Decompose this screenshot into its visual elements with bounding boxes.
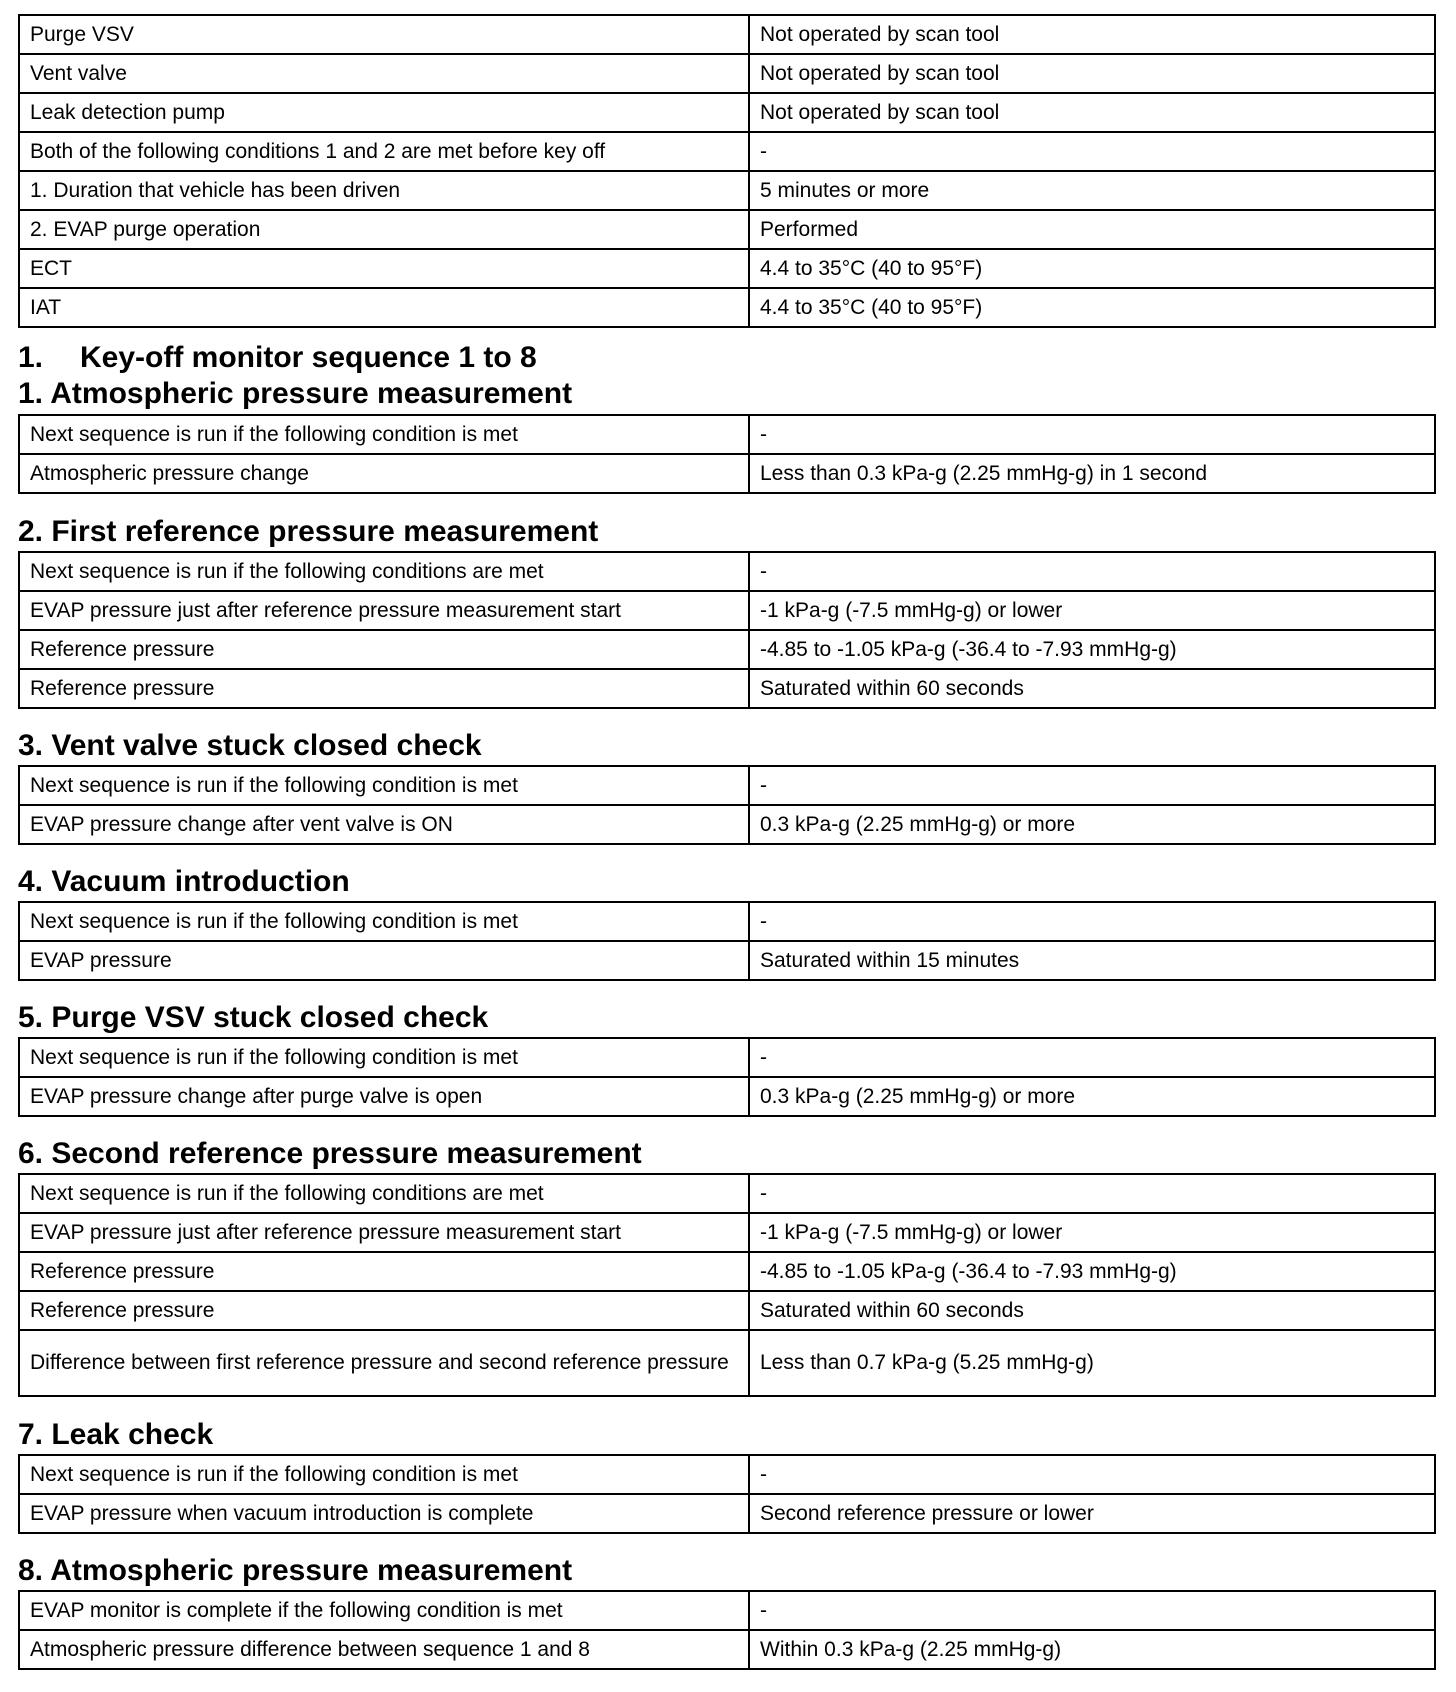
row-value: Less than 0.7 kPa-g (5.25 mmHg-g)	[749, 1330, 1435, 1396]
row-value: -	[749, 902, 1435, 941]
table-row	[19, 1591, 1435, 1630]
row-value: -	[749, 1591, 1435, 1630]
table-row	[19, 1077, 1435, 1116]
table-row	[19, 249, 1435, 288]
section-heading: 4. Vacuum introduction	[18, 865, 350, 898]
table-row	[19, 902, 1435, 941]
table-row	[19, 415, 1435, 454]
row-value: -	[749, 766, 1435, 805]
table-row	[19, 1174, 1435, 1213]
row-value: 0.3 kPa-g (2.25 mmHg-g) or more	[749, 1077, 1435, 1116]
section-table	[18, 901, 1436, 981]
table-row	[19, 1252, 1435, 1291]
row-label: Vent valve	[19, 54, 749, 93]
table-row	[19, 210, 1435, 249]
table-row	[19, 1213, 1435, 1252]
table-row	[19, 1494, 1435, 1533]
table-row	[19, 171, 1435, 210]
row-value: Saturated within 60 seconds	[749, 669, 1435, 708]
row-label: Next sequence is run if the following conditions are met	[19, 552, 749, 591]
table-row	[19, 454, 1435, 493]
row-value: Saturated within 60 seconds	[749, 1291, 1435, 1330]
table-row	[19, 1455, 1435, 1494]
table-row	[19, 552, 1435, 591]
row-label: ECT	[19, 249, 749, 288]
preconditions-table	[18, 14, 1436, 328]
row-value: 0.3 kPa-g (2.25 mmHg-g) or more	[749, 805, 1435, 844]
row-label: Next sequence is run if the following condition is met	[19, 415, 749, 454]
main-heading-number: 1.	[18, 341, 44, 374]
section-table	[18, 551, 1436, 709]
row-label: 1. Duration that vehicle has been driven	[19, 171, 749, 210]
section-heading: 6. Second reference pressure measurement	[18, 1137, 642, 1170]
table-row	[19, 669, 1435, 708]
table-row	[19, 1291, 1435, 1330]
row-label: Reference pressure	[19, 1252, 749, 1291]
row-value: -	[749, 1174, 1435, 1213]
table-row	[19, 766, 1435, 805]
row-label: Reference pressure	[19, 1291, 749, 1330]
row-value: Not operated by scan tool	[749, 93, 1435, 132]
section-heading: 1. Atmospheric pressure measurement	[18, 377, 573, 410]
section-heading: 3. Vent valve stuck closed check	[18, 729, 482, 762]
table-row	[19, 941, 1435, 980]
row-label: Difference between first reference pressure and second reference pressure	[19, 1330, 749, 1396]
row-label: Reference pressure	[19, 669, 749, 708]
row-value: Less than 0.3 kPa-g (2.25 mmHg-g) in 1 second	[749, 454, 1435, 493]
row-value: 4.4 to 35°C (40 to 95°F)	[749, 288, 1435, 327]
row-label: Atmospheric pressure change	[19, 454, 749, 493]
main-heading-text: Key-off monitor sequence 1 to 8	[80, 341, 537, 374]
row-label: IAT	[19, 288, 749, 327]
row-label: EVAP monitor is complete if the following condition is met	[19, 1591, 749, 1630]
row-value: -4.85 to -1.05 kPa-g (-36.4 to -7.93 mmHg-g)	[749, 1252, 1435, 1291]
table-row	[19, 630, 1435, 669]
table-row	[19, 1630, 1435, 1669]
row-value: -1 kPa-g (-7.5 mmHg-g) or lower	[749, 1213, 1435, 1252]
section-heading: 2. First reference pressure measurement	[18, 515, 599, 548]
row-value: -4.85 to -1.05 kPa-g (-36.4 to -7.93 mmHg-g)	[749, 630, 1435, 669]
row-value: -	[749, 552, 1435, 591]
row-value: 5 minutes or more	[749, 171, 1435, 210]
table-row	[19, 93, 1435, 132]
row-value: Not operated by scan tool	[749, 54, 1435, 93]
row-label: Purge VSV	[19, 15, 749, 54]
section-heading: 5. Purge VSV stuck closed check	[18, 1001, 489, 1034]
table-row	[19, 54, 1435, 93]
section-table	[18, 1037, 1436, 1117]
table-row	[19, 288, 1435, 327]
table-row	[19, 1330, 1435, 1396]
row-label: Leak detection pump	[19, 93, 749, 132]
row-value: Performed	[749, 210, 1435, 249]
row-label: Next sequence is run if the following condition is met	[19, 1038, 749, 1077]
section-heading: 8. Atmospheric pressure measurement	[18, 1554, 573, 1587]
row-value: -1 kPa-g (-7.5 mmHg-g) or lower	[749, 591, 1435, 630]
row-value: 4.4 to 35°C (40 to 95°F)	[749, 249, 1435, 288]
row-label: EVAP pressure when vacuum introduction is complete	[19, 1494, 749, 1533]
row-value: Saturated within 15 minutes	[749, 941, 1435, 980]
row-value: -	[749, 1038, 1435, 1077]
row-label: EVAP pressure change after purge valve is open	[19, 1077, 749, 1116]
row-value: -	[749, 132, 1435, 171]
section-table	[18, 414, 1436, 494]
row-label: Next sequence is run if the following condition is met	[19, 766, 749, 805]
row-value: Not operated by scan tool	[749, 15, 1435, 54]
section-heading: 7. Leak check	[18, 1418, 214, 1451]
table-row	[19, 15, 1435, 54]
row-label: EVAP pressure just after reference pressure measurement start	[19, 1213, 749, 1252]
table-row	[19, 591, 1435, 630]
row-label: Atmospheric pressure difference between sequence 1 and 8	[19, 1630, 749, 1669]
table-row	[19, 805, 1435, 844]
table-row	[19, 132, 1435, 171]
table-row	[19, 1038, 1435, 1077]
row-value: Within 0.3 kPa-g (2.25 mmHg-g)	[749, 1630, 1435, 1669]
section-table	[18, 1173, 1436, 1397]
row-label: Next sequence is run if the following condition is met	[19, 1455, 749, 1494]
section-table	[18, 1590, 1436, 1670]
row-value: -	[749, 1455, 1435, 1494]
row-label: Next sequence is run if the following condition is met	[19, 902, 749, 941]
row-label: EVAP pressure just after reference pressure measurement start	[19, 591, 749, 630]
row-label: EVAP pressure	[19, 941, 749, 980]
section-table	[18, 1454, 1436, 1534]
row-label: Both of the following conditions 1 and 2 are met before key off	[19, 132, 749, 171]
row-label: Next sequence is run if the following conditions are met	[19, 1174, 749, 1213]
row-label: 2. EVAP purge operation	[19, 210, 749, 249]
row-value: Second reference pressure or lower	[749, 1494, 1435, 1533]
section-table	[18, 765, 1436, 845]
row-value: -	[749, 415, 1435, 454]
row-label: Reference pressure	[19, 630, 749, 669]
main-heading	[18, 340, 537, 376]
row-label: EVAP pressure change after vent valve is ON	[19, 805, 749, 844]
